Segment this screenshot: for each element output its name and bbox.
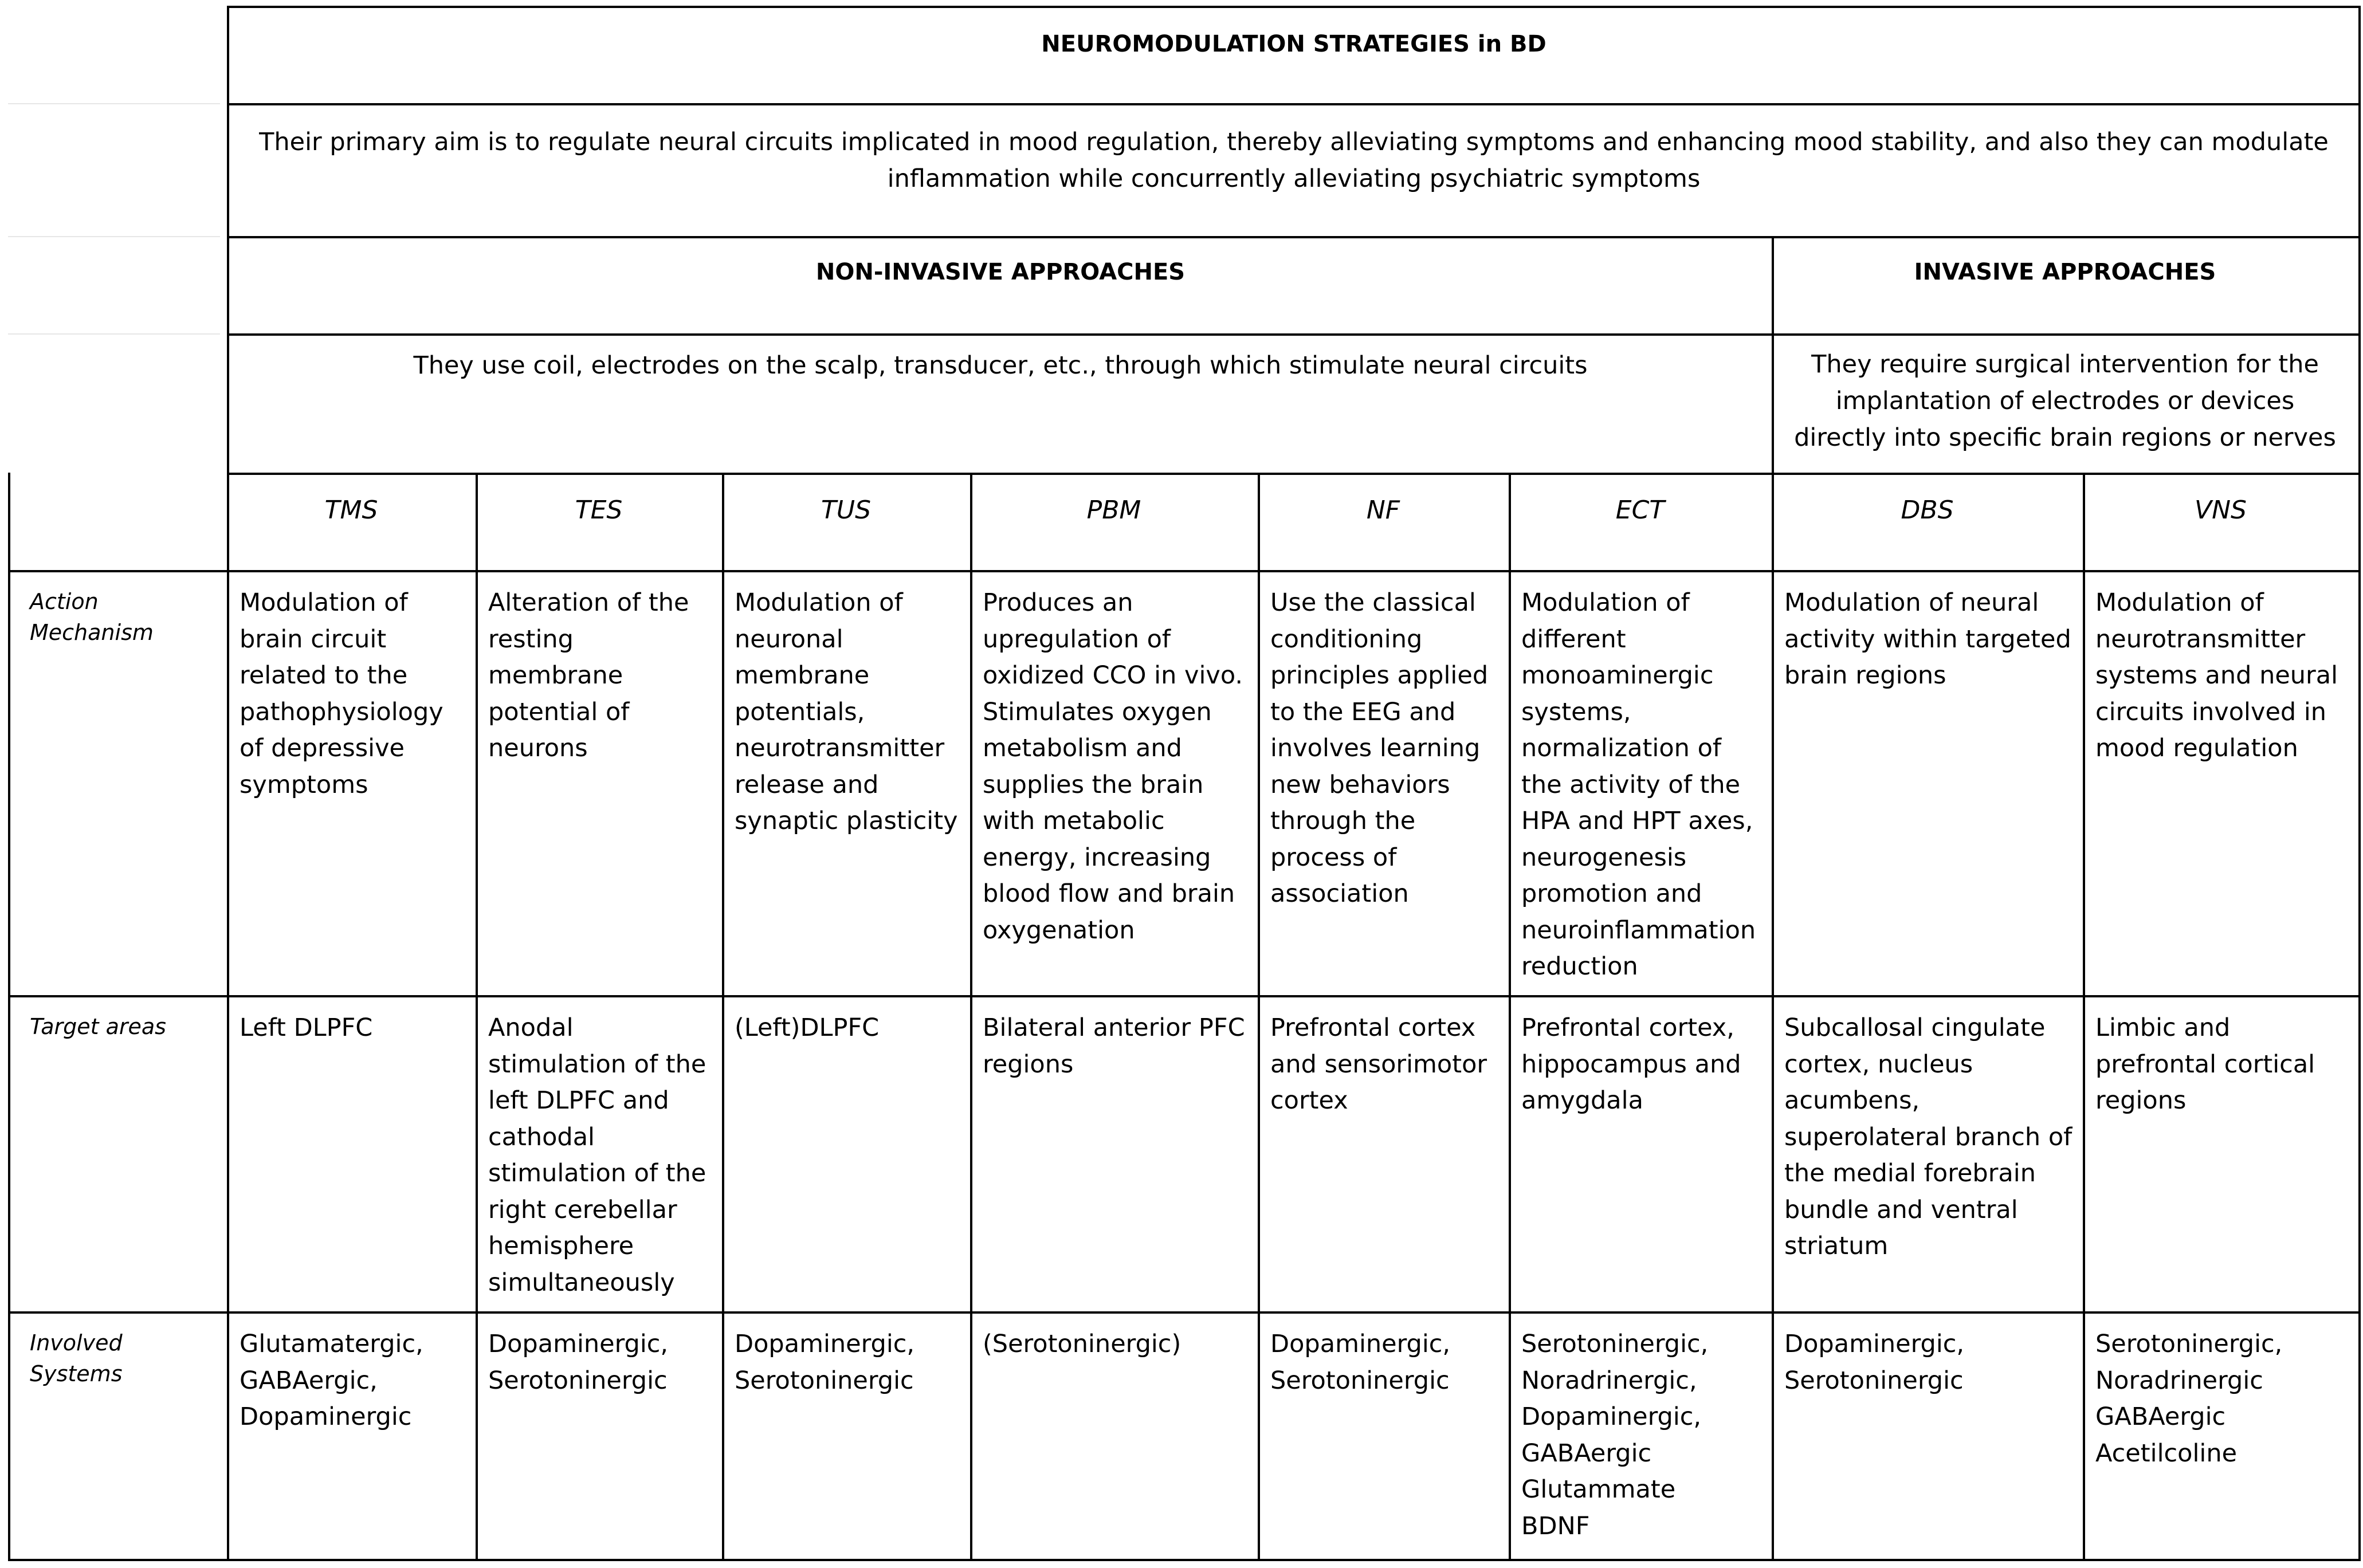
- action-mechanism-vns: Modulation of neurotransmitter systems and neural circuits involved in mood regulation: [2083, 570, 2361, 997]
- method-header-blank: [8, 473, 229, 572]
- system-line: BDNF: [1521, 1511, 1590, 1541]
- method-tms: TMS: [227, 473, 478, 572]
- action-mechanism-tes: Alteration of the resting membrane potential of neurons: [476, 570, 724, 997]
- method-ect: ECT: [1509, 473, 1774, 572]
- involved-systems-vns: [2083, 1311, 2361, 1561]
- table-title: NEUROMODULATION STRATEGIES in BD: [227, 6, 2361, 105]
- system-line: GABAergic: [1521, 1439, 1652, 1468]
- system-line: Dopaminergic,: [1784, 1330, 1965, 1358]
- target-areas-tes: Anodal stimulation of the left DLPFC and cathodal stimulation of the right cerebellar hemisphere simultaneously: [476, 995, 724, 1314]
- system-line: Dopaminergic,: [1270, 1330, 1451, 1358]
- row-label-action-mechanism: Action Mechanism: [8, 570, 229, 997]
- system-line: Noradrinergic,: [1521, 1366, 1697, 1395]
- non-invasive-heading: NON-INVASIVE APPROACHES: [227, 236, 1774, 336]
- system-line: Serotoninergic,: [1521, 1330, 1709, 1358]
- target-areas-pbm: Bilateral anterior PFC regions: [970, 995, 1260, 1314]
- system-line: Acetilcoline: [2095, 1439, 2238, 1468]
- system-line: Serotoninergic,: [2095, 1330, 2283, 1358]
- system-line: Serotoninergic: [1784, 1366, 1964, 1395]
- involved-systems-tms: [227, 1311, 478, 1561]
- involved-systems-tus: [722, 1311, 972, 1561]
- action-mechanism-pbm: Produces an upregulation of oxidized CCO in vivo. Stimulates oxygen metabolism and supplies the brain with metabolic energy, increasing blood flow and brain oxygenation: [970, 570, 1260, 997]
- margin-rule: [8, 236, 220, 237]
- involved-systems-ect: [1509, 1311, 1774, 1561]
- margin-rule: [8, 333, 220, 335]
- table-description: Their primary aim is to regulate neural circuits implicated in mood regulation, thereby alleviating symptoms and enhancing mood stability, and also they can modulate inflammation while concurrently alleviating psychiatric symptoms: [227, 103, 2361, 238]
- row-label-involved-systems: Involved Systems: [8, 1311, 229, 1561]
- system-line: (Serotoninergic): [983, 1330, 1182, 1358]
- row-label-target-areas: Target areas: [8, 995, 229, 1314]
- system-line: Dopaminergic: [240, 1402, 412, 1431]
- margin-rule: [8, 103, 220, 104]
- method-pbm: PBM: [970, 473, 1260, 572]
- system-line: Dopaminergic,: [488, 1330, 669, 1358]
- involved-systems-pbm: [970, 1311, 1260, 1561]
- non-invasive-description: They use coil, electrodes on the scalp, transducer, etc., through which stimulate neural circuits: [227, 333, 1774, 475]
- system-line: Dopaminergic,: [1521, 1402, 1702, 1431]
- target-areas-tms: Left DLPFC: [227, 995, 478, 1314]
- system-line: GABAergic: [2095, 1402, 2226, 1431]
- system-line: Dopaminergic,: [735, 1330, 915, 1358]
- invasive-heading: INVASIVE APPROACHES: [1772, 236, 2361, 336]
- system-line: GABAergic,: [240, 1366, 378, 1395]
- system-line: Serotoninergic: [1270, 1366, 1450, 1395]
- target-areas-tus: (Left)DLPFC: [722, 995, 972, 1314]
- target-areas-ect: Prefrontal cortex, hippocampus and amygdala: [1509, 995, 1774, 1314]
- system-line: Glutammate: [1521, 1475, 1676, 1504]
- involved-systems-tes: [476, 1311, 724, 1561]
- method-dbs: DBS: [1772, 473, 2085, 572]
- system-line: Serotoninergic: [488, 1366, 668, 1395]
- action-mechanism-tus: Modulation of neuronal membrane potentials, neurotransmitter release and synaptic plasticity: [722, 570, 972, 997]
- method-tes: TES: [476, 473, 724, 572]
- target-areas-dbs: Subcallosal cingulate cortex, nucleus acumbens, superolateral branch of the medial forebrain bundle and ventral striatum: [1772, 995, 2085, 1314]
- method-nf: NF: [1258, 473, 1511, 572]
- invasive-description: They require surgical intervention for the implantation of electrodes or devices directly into specific brain regions or nerves: [1772, 333, 2361, 475]
- method-tus: TUS: [722, 473, 972, 572]
- target-areas-nf: Prefrontal cortex and sensorimotor cortex: [1258, 995, 1511, 1314]
- system-line: Glutamatergic,: [240, 1330, 423, 1358]
- action-mechanism-tms: Modulation of brain circuit related to the pathophysiology of depressive symptoms: [227, 570, 478, 997]
- system-line: Noradrinergic: [2095, 1366, 2263, 1395]
- action-mechanism-nf: Use the classical conditioning principles applied to the EEG and involves learning new behaviors through the process of association: [1258, 570, 1511, 997]
- target-areas-vns: Limbic and prefrontal cortical regions: [2083, 995, 2361, 1314]
- involved-systems-dbs: [1772, 1311, 2085, 1561]
- system-line: Serotoninergic: [735, 1366, 914, 1395]
- method-vns: VNS: [2083, 473, 2361, 572]
- action-mechanism-ect: Modulation of different monoaminergic systems, normalization of the activity of the HPA and HPT axes, neurogenesis promotion and neuroinflammation reduction: [1509, 570, 1774, 997]
- action-mechanism-dbs: Modulation of neural activity within targeted brain regions: [1772, 570, 2085, 997]
- involved-systems-nf: [1258, 1311, 1511, 1561]
